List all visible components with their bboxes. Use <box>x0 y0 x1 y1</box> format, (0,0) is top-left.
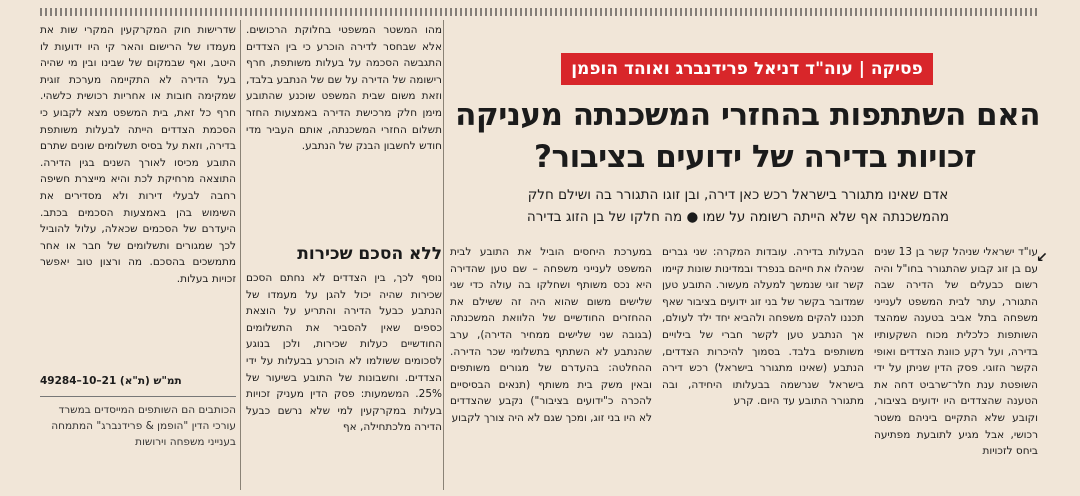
article-text: מהו המשטר המשפטי בחלוקת הרכושים. אלא שבחסר לדירה הוכרע כי בין הצדדים התגבשה הסכמה על בעלות משותפת, חרף רישומה של הדירה על שם של הנתבע בלבד, וזאת משום שבית המשפט שוכנע שהתובע מימן חלק מרכישת הדירה באמצעות החזר תשלום החזרי המשכנתה, אותם העביר מדי חודש לחשבון הבנק של הנתבע. <box>246 24 442 153</box>
section-tag: פסיקה | עוה"ד דניאל פרידנברג ואוהד הופמן <box>561 53 933 85</box>
divider <box>40 396 236 397</box>
article-column-3 <box>450 244 652 492</box>
author-credit: הכותבים הם השותפים המייסדים במשרד עורכי הדין "הופמן & פרידנברג" המתמחה בענייני משפחה וירושות <box>51 404 236 448</box>
column-divider <box>240 20 241 490</box>
subheadline-line-1: אדם שאינו מתגורר בישראל רכש כאן דירה, ובן זוגו התגורר בה ושילם חלק <box>527 187 949 203</box>
subheadline-line-2: מהמשכנתה אף שלא הייתה רשומה על שמו ● מה חלקו של בן הזוג בדירה <box>526 209 950 225</box>
article-column-4 <box>246 22 442 222</box>
article-text: הבעלות בדירה. עובדות המקרה: שני גברים שניהלו את חייהם בנפרד ובמדינות שונות קיימו קשר זוגי שנמשך למעלה מעשור. התובע טען שמדובר בקשר של בני זוג ידועים בציבור שאף תכננו להקים משפחה ולהביא יחד ילד לעולם, אך הנתבע טען לקשר חברי של בילויים משותפים בלבד. בסמוך להיכרות הצדדים, הנתבע (שאינו מתגורר בישראל) רכש דירה בישראל שנרשמה בבעלותו היחידה, ובה מתגורר התובע עד היום. קרע <box>662 246 864 408</box>
article-column-1 <box>874 244 1038 492</box>
article-column-6 <box>40 22 236 372</box>
top-dashed-rule <box>40 8 1038 16</box>
article-text: שדרישות חוק המקרקעין המקרי שות את מעמדו של הרישום והאר קי היו ידועות לו היטב, ואף שבמקום של שבינו ובין מי שהיה בעל הדירה לא התקיימה מערכת זוגית שמקימה חובות או אחריות רכושית כלשהי. חרף כל זאת, בית המשפט מצא לקבוע כי הסכמת הצדדים הייתה לבעלות משותפת בדירה, וזאת על בסיס תשלומים שונים שתרם התובע מכיסו לאורך השנים בגין הדירה. התוצאה מרחיקת לכת והיא מייצרת חשיפה רחבה לבעלי דירות ולא מסדירים את השימוש בהן באמצעות הסכמים בכתב. היעדרם של הסכמים שכאלה, עלול להוביל לכך שמגורים ותשלומים של חבר או אחר מתמשכים בהסכם. מה ורצון טוב יאפשר זכויות בעלות. <box>40 24 236 285</box>
headline-line-2: זכויות בדירה של ידועים בציבור? <box>533 139 977 175</box>
article-text: נוסף לכך, בין הצדדים לא נחתם הסכם שכירות שהיה יכול להגן על מעמדו של הנתבע כבעל הדירה והתריע על הוצאת כספים שאין להסביר את התשלומים החודשיים כעלות שכירות, ולכן בנוגע לסכומים ששולמו לא הוכרע בבעלות על ידי הצדדים. וחשבונות של התובע בשיעור של 25%. המשמעות: פסק הדין מעניק זכויות בעלות במקרקעין למי שלא נרשם כבעל הדירה מלכתחילה, אף <box>246 272 442 434</box>
lead-arrow-icon: ↙ <box>1036 250 1048 266</box>
article-text: במערכת היחסים הוביל את התובע לבית המשפט לענייני משפחה – שם טען שהדירה היא נכס משותף ושחלקו בה עולה כדי שני שלישים משום שהוא היה זה ששילם את ההחזרים החודשיים של הלוואת המשכנתה (בגובה שני שלישים ממחיר הדירה), ערב שהנתבע לא השתתף בתשלומי שכר הדירה. ההחלטה: בהעדרם של מגורים משותפים ובאין משק בית משותף (תנאים הבסיסיים להכרה כ"ידועים בציבור") נקבע שהצדדים לא היו בני זוג, ומכך שגם לא היה צורך לקבוע <box>450 246 652 424</box>
section-subtitle: ללא הסכם שכירות <box>297 244 442 264</box>
case-reference: תמ"ש (ת"א) 21–10–49284 <box>40 375 182 387</box>
column-divider <box>443 20 444 490</box>
subheadline <box>438 184 1038 228</box>
article-column-2 <box>662 244 864 492</box>
headline-line-1: האם השתתפות בהחזרי המשכנתה מעניקה <box>455 97 1040 133</box>
article-column-5 <box>246 270 442 492</box>
article-text: עו"ד ישראלי שניהל קשר בן 13 שנים עם בן זוג קבוע שהתגורר בחו"ל והיה רשום כבעלים של הדירה שבה התגורר, עתר לבית המשפט לענייני משפחה בתל אביב בטענה שמהצד השותפות כלכלית מכוח השקעותיו בדירה, ועל רקע כוונת הצדדים ואופי הקשר הזוגי. פסק הדין שניתן על ידי השופטת ענת חלר־שרביט דחה את הטענה שהצדדים היו ידועים בציבור, וקובע שלא התקיים ביניהם משטר רכושי, אבל מגיע לתובעת מפתיעה ביחס לזכויות <box>874 246 1038 458</box>
